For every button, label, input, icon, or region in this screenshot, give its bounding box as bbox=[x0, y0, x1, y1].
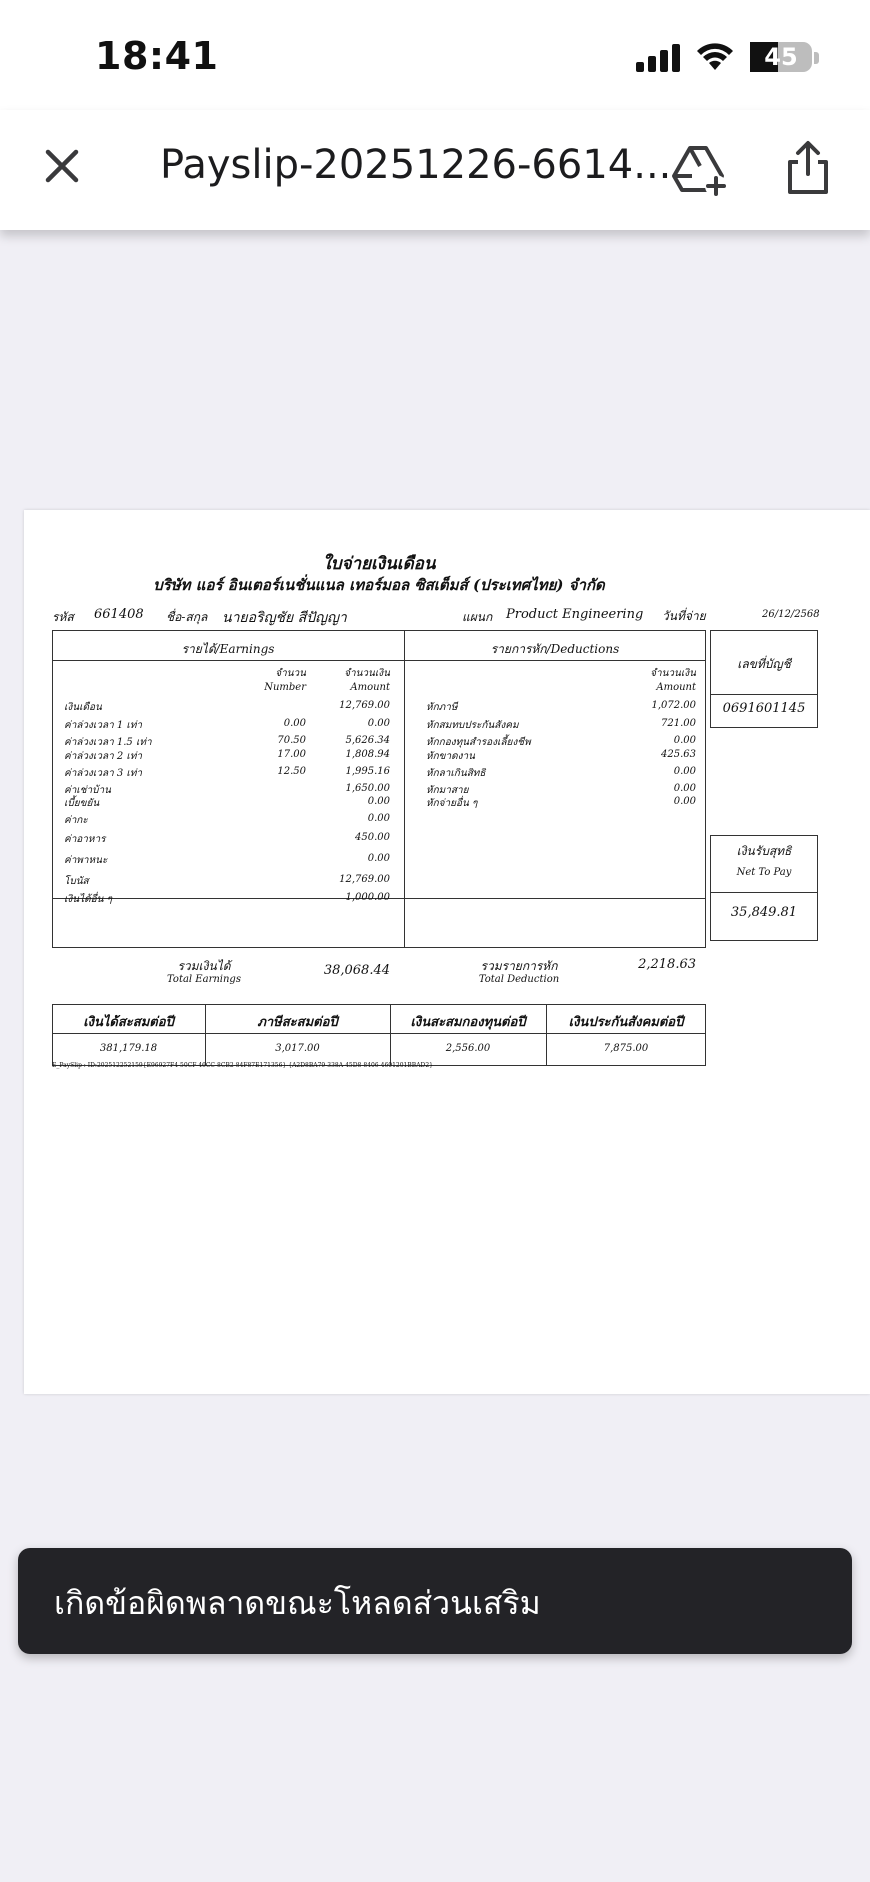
share-icon[interactable] bbox=[778, 138, 838, 198]
earning-amount: 1,808.94 bbox=[345, 749, 390, 760]
ytd-value: 7,875.00 bbox=[603, 1043, 649, 1054]
earning-amount: 5,626.34 bbox=[345, 735, 390, 746]
deduction-label: หักภาษี bbox=[426, 702, 458, 713]
close-icon[interactable] bbox=[36, 140, 88, 192]
earning-label: ค่าเช่าบ้าน bbox=[64, 785, 111, 796]
total-deduction-amount: 2,218.63 bbox=[638, 957, 696, 972]
status-bar bbox=[0, 0, 870, 110]
earning-label: ค่าล่วงเวลา 2 เท่า bbox=[64, 751, 143, 762]
account-label: เลขที่บัญชี bbox=[737, 657, 791, 671]
earning-number: 17.00 bbox=[277, 749, 306, 760]
earning-amount: 12,769.00 bbox=[339, 700, 390, 711]
department: Product Engineering bbox=[506, 607, 644, 622]
deduction-label: หักสมทบประกันสังคม bbox=[426, 720, 519, 731]
dept-label: แผนก bbox=[462, 610, 493, 624]
earning-amount: 1,650.00 bbox=[345, 783, 390, 794]
account-number: 0691601145 bbox=[722, 701, 806, 716]
company-name: บริษัท แอร์ อินเตอร์เนชั่นแนล เทอร์มอล ซิสเต็มส์ (ประเทศไทย) จำกัด bbox=[153, 576, 605, 594]
deduction-amount: 721.00 bbox=[661, 718, 696, 729]
earning-amount: 0.00 bbox=[367, 796, 390, 807]
ytd-value: 381,179.18 bbox=[99, 1043, 158, 1054]
deduction-label: หักลาเกินสิทธิ bbox=[426, 768, 486, 779]
deduction-amount: 1,072.00 bbox=[651, 700, 696, 711]
wifi-icon bbox=[695, 40, 735, 72]
deduction-amount: 0.00 bbox=[673, 783, 696, 794]
deduction-amount: 0.00 bbox=[673, 735, 696, 746]
deductions-header: รายการหัก/Deductions bbox=[490, 642, 620, 656]
earning-label: เบี้ยขยัน bbox=[64, 798, 100, 809]
cellular-signal-icon bbox=[636, 44, 682, 72]
total-deduction-th: รวมรายการหัก bbox=[480, 959, 558, 973]
amount-th: จำนวนเงิน bbox=[344, 668, 390, 679]
viewer-toolbar bbox=[0, 110, 870, 230]
earning-label: ค่าล่วงเวลา 1 เท่า bbox=[64, 720, 143, 731]
earning-amount: 12,769.00 bbox=[339, 874, 390, 885]
battery-percent: 45 bbox=[764, 43, 798, 71]
ytd-label: เงินประกันสังคมต่อปี bbox=[568, 1015, 684, 1030]
add-to-drive-icon[interactable] bbox=[670, 140, 730, 200]
earning-label: ค่าล่วงเวลา 3 เท่า bbox=[64, 768, 143, 779]
earning-amount: 1,995.16 bbox=[345, 766, 390, 777]
document-title: Payslip-20251226-6614... bbox=[160, 142, 672, 188]
earning-amount: 0.00 bbox=[367, 853, 390, 864]
deduction-label: หักมาสาย bbox=[426, 785, 469, 796]
earning-number: 12.50 bbox=[277, 766, 306, 777]
earning-amount: 0.00 bbox=[367, 718, 390, 729]
footer-id: E_PaySlip : ID:202512252159{E96927F4-50CF-46CC-8CB2-84F87E171356}-{A2D8BA79-338A-45D8-8406-4601201BBAD2} bbox=[52, 1062, 433, 1069]
deduction-amount: 0.00 bbox=[673, 796, 696, 807]
deduction-label: หักกองทุนสำรองเลี้ยงชีพ bbox=[426, 737, 531, 748]
net-label-th: เงินรับสุทธิ bbox=[736, 844, 792, 858]
earning-label: โบนัส bbox=[64, 876, 89, 887]
status-time: 18:41 bbox=[95, 34, 219, 78]
earning-amount: 0.00 bbox=[367, 813, 390, 824]
ytd-label: เงินได้สะสมต่อปี bbox=[83, 1015, 174, 1030]
earning-label: ค่ากะ bbox=[64, 815, 88, 826]
earning-label: ค่าพาหนะ bbox=[64, 855, 108, 866]
earning-amount: 1,000.00 bbox=[345, 892, 390, 903]
earning-label: เงินได้อื่น ๆ bbox=[64, 894, 113, 905]
total-earnings-th: รวมเงินได้ bbox=[177, 959, 231, 973]
deduction-amount-th: จำนวนเงิน bbox=[650, 668, 696, 679]
ytd-label: ภาษีสะสมต่อปี bbox=[257, 1015, 338, 1030]
earning-number: 70.50 bbox=[277, 735, 306, 746]
net-label-en: Net To Pay bbox=[736, 867, 792, 878]
deduction-amount-en: Amount bbox=[656, 682, 696, 693]
amount-en: Amount bbox=[350, 682, 390, 693]
earning-label: ค่าล่วงเวลา 1.5 เท่า bbox=[64, 737, 152, 748]
ytd-label: เงินสะสมกองทุนต่อปี bbox=[410, 1015, 526, 1030]
emp-code-label: รหัส bbox=[52, 610, 74, 624]
battery-icon bbox=[750, 42, 812, 72]
toast-message: เกิดข้อผิดพลาดขณะโหลดส่วนเสริม bbox=[54, 1584, 541, 1622]
pay-date: 26/12/2568 bbox=[762, 609, 820, 620]
payslip-page bbox=[24, 510, 870, 1394]
earning-number: 0.00 bbox=[283, 718, 306, 729]
earning-label: ค่าอาหาร bbox=[64, 834, 106, 845]
deduction-amount: 0.00 bbox=[673, 766, 696, 777]
ytd-value: 2,556.00 bbox=[445, 1043, 491, 1054]
earnings-header: รายได้/Earnings bbox=[181, 642, 275, 656]
deduction-label: หักจ่ายอื่น ๆ bbox=[426, 798, 478, 809]
deduction-label: หักขาดงาน bbox=[426, 751, 475, 762]
deduction-amount: 425.63 bbox=[661, 749, 696, 760]
emp-code: 661408 bbox=[94, 607, 144, 622]
total-deduction-en: Total Deduction bbox=[478, 974, 560, 985]
name-label: ชื่อ-สกุล bbox=[166, 610, 208, 624]
employee-name: นายอริญชัย สีปัญญา bbox=[222, 610, 347, 626]
ytd-value: 3,017.00 bbox=[275, 1043, 320, 1054]
number-en: Number bbox=[264, 682, 306, 693]
total-earnings-amount: 38,068.44 bbox=[323, 963, 390, 978]
battery-tip bbox=[814, 52, 819, 64]
number-th: จำนวน bbox=[275, 668, 306, 679]
total-earnings-en: Total Earnings bbox=[167, 974, 241, 985]
net-amount: 35,849.81 bbox=[730, 905, 798, 920]
pay-date-label: วันที่จ่าย bbox=[662, 609, 706, 623]
payslip-title: ใบจ่ายเงินเดือน bbox=[322, 554, 436, 574]
earning-label: เงินเดือน bbox=[64, 702, 102, 713]
error-toast bbox=[18, 1548, 852, 1654]
earning-amount: 450.00 bbox=[355, 832, 390, 843]
